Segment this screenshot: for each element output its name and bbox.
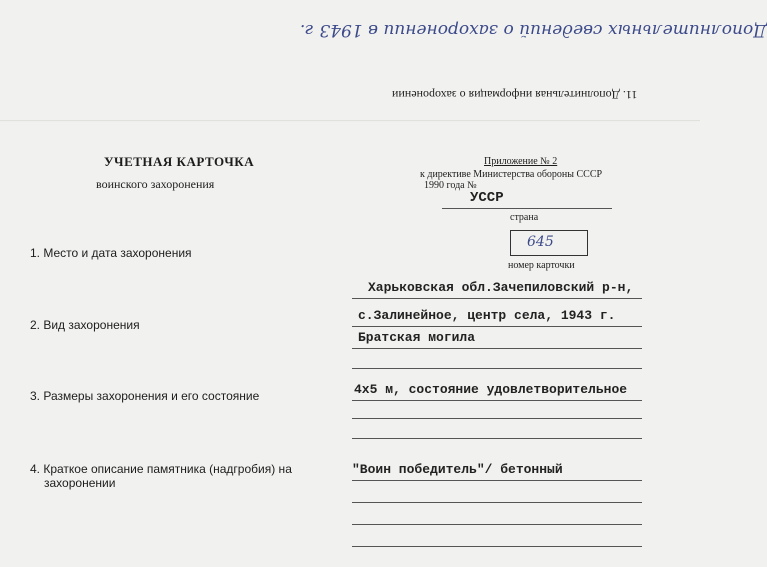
field-1-value-line2: с.Залинейное, центр села, 1943 г. — [358, 308, 616, 323]
field-4-rule4 — [352, 546, 642, 547]
field-2-rule2 — [352, 368, 642, 369]
country-label: страна — [510, 212, 539, 223]
card-number-value: 645 — [527, 234, 554, 250]
directive-line2: 1990 года № — [424, 180, 477, 191]
field-3-rule1 — [352, 400, 642, 401]
field-3-label: 3. Размеры захоронения и его состояние — [30, 389, 260, 403]
paper-fold — [0, 120, 700, 122]
card-subtitle: воинского захоронения — [96, 177, 215, 191]
handwritten-note: Дополнительных сведений о захоронении в 1943 г. — [300, 20, 767, 40]
field-3-rule2 — [352, 418, 642, 419]
field-2-label: 2. Вид захоронения — [30, 318, 140, 332]
field-4-rule3 — [352, 524, 642, 525]
directive-line1: к директиве Министерства обороны СССР — [420, 169, 603, 180]
appendix-label: Приложение № 2 — [484, 156, 558, 167]
field-4-value: "Воин победитель"/ бетонный — [352, 462, 563, 477]
field-4-label-line2: захоронении — [44, 476, 116, 490]
field-3-rule3 — [352, 438, 642, 439]
field-1-value-line1: Харьковская обл.Зачепиловский р-н, — [368, 280, 634, 295]
field-4-rule2 — [352, 502, 642, 503]
field-2-value: Братская могила — [358, 330, 476, 345]
card-number-label: номер карточки — [508, 260, 575, 271]
field-3-value: 4х5 м, состояние удовлетворительное — [354, 382, 628, 397]
field-1-rule1 — [352, 298, 642, 299]
card-title: УЧЕТНАЯ КАРТОЧКА — [104, 154, 255, 169]
field-1-rule2 — [352, 326, 642, 327]
reverse-item-11: 11. Дополнительная информация о захоронении — [392, 88, 638, 102]
field-2-rule1 — [352, 348, 642, 349]
field-4-label-line1: 4. Краткое описание памятника (надгробия) на — [30, 462, 292, 476]
country-value: УССР — [470, 190, 504, 206]
field-1-label: 1. Место и дата захоронения — [30, 246, 192, 260]
country-line — [442, 208, 612, 209]
field-4-rule1 — [352, 480, 642, 481]
